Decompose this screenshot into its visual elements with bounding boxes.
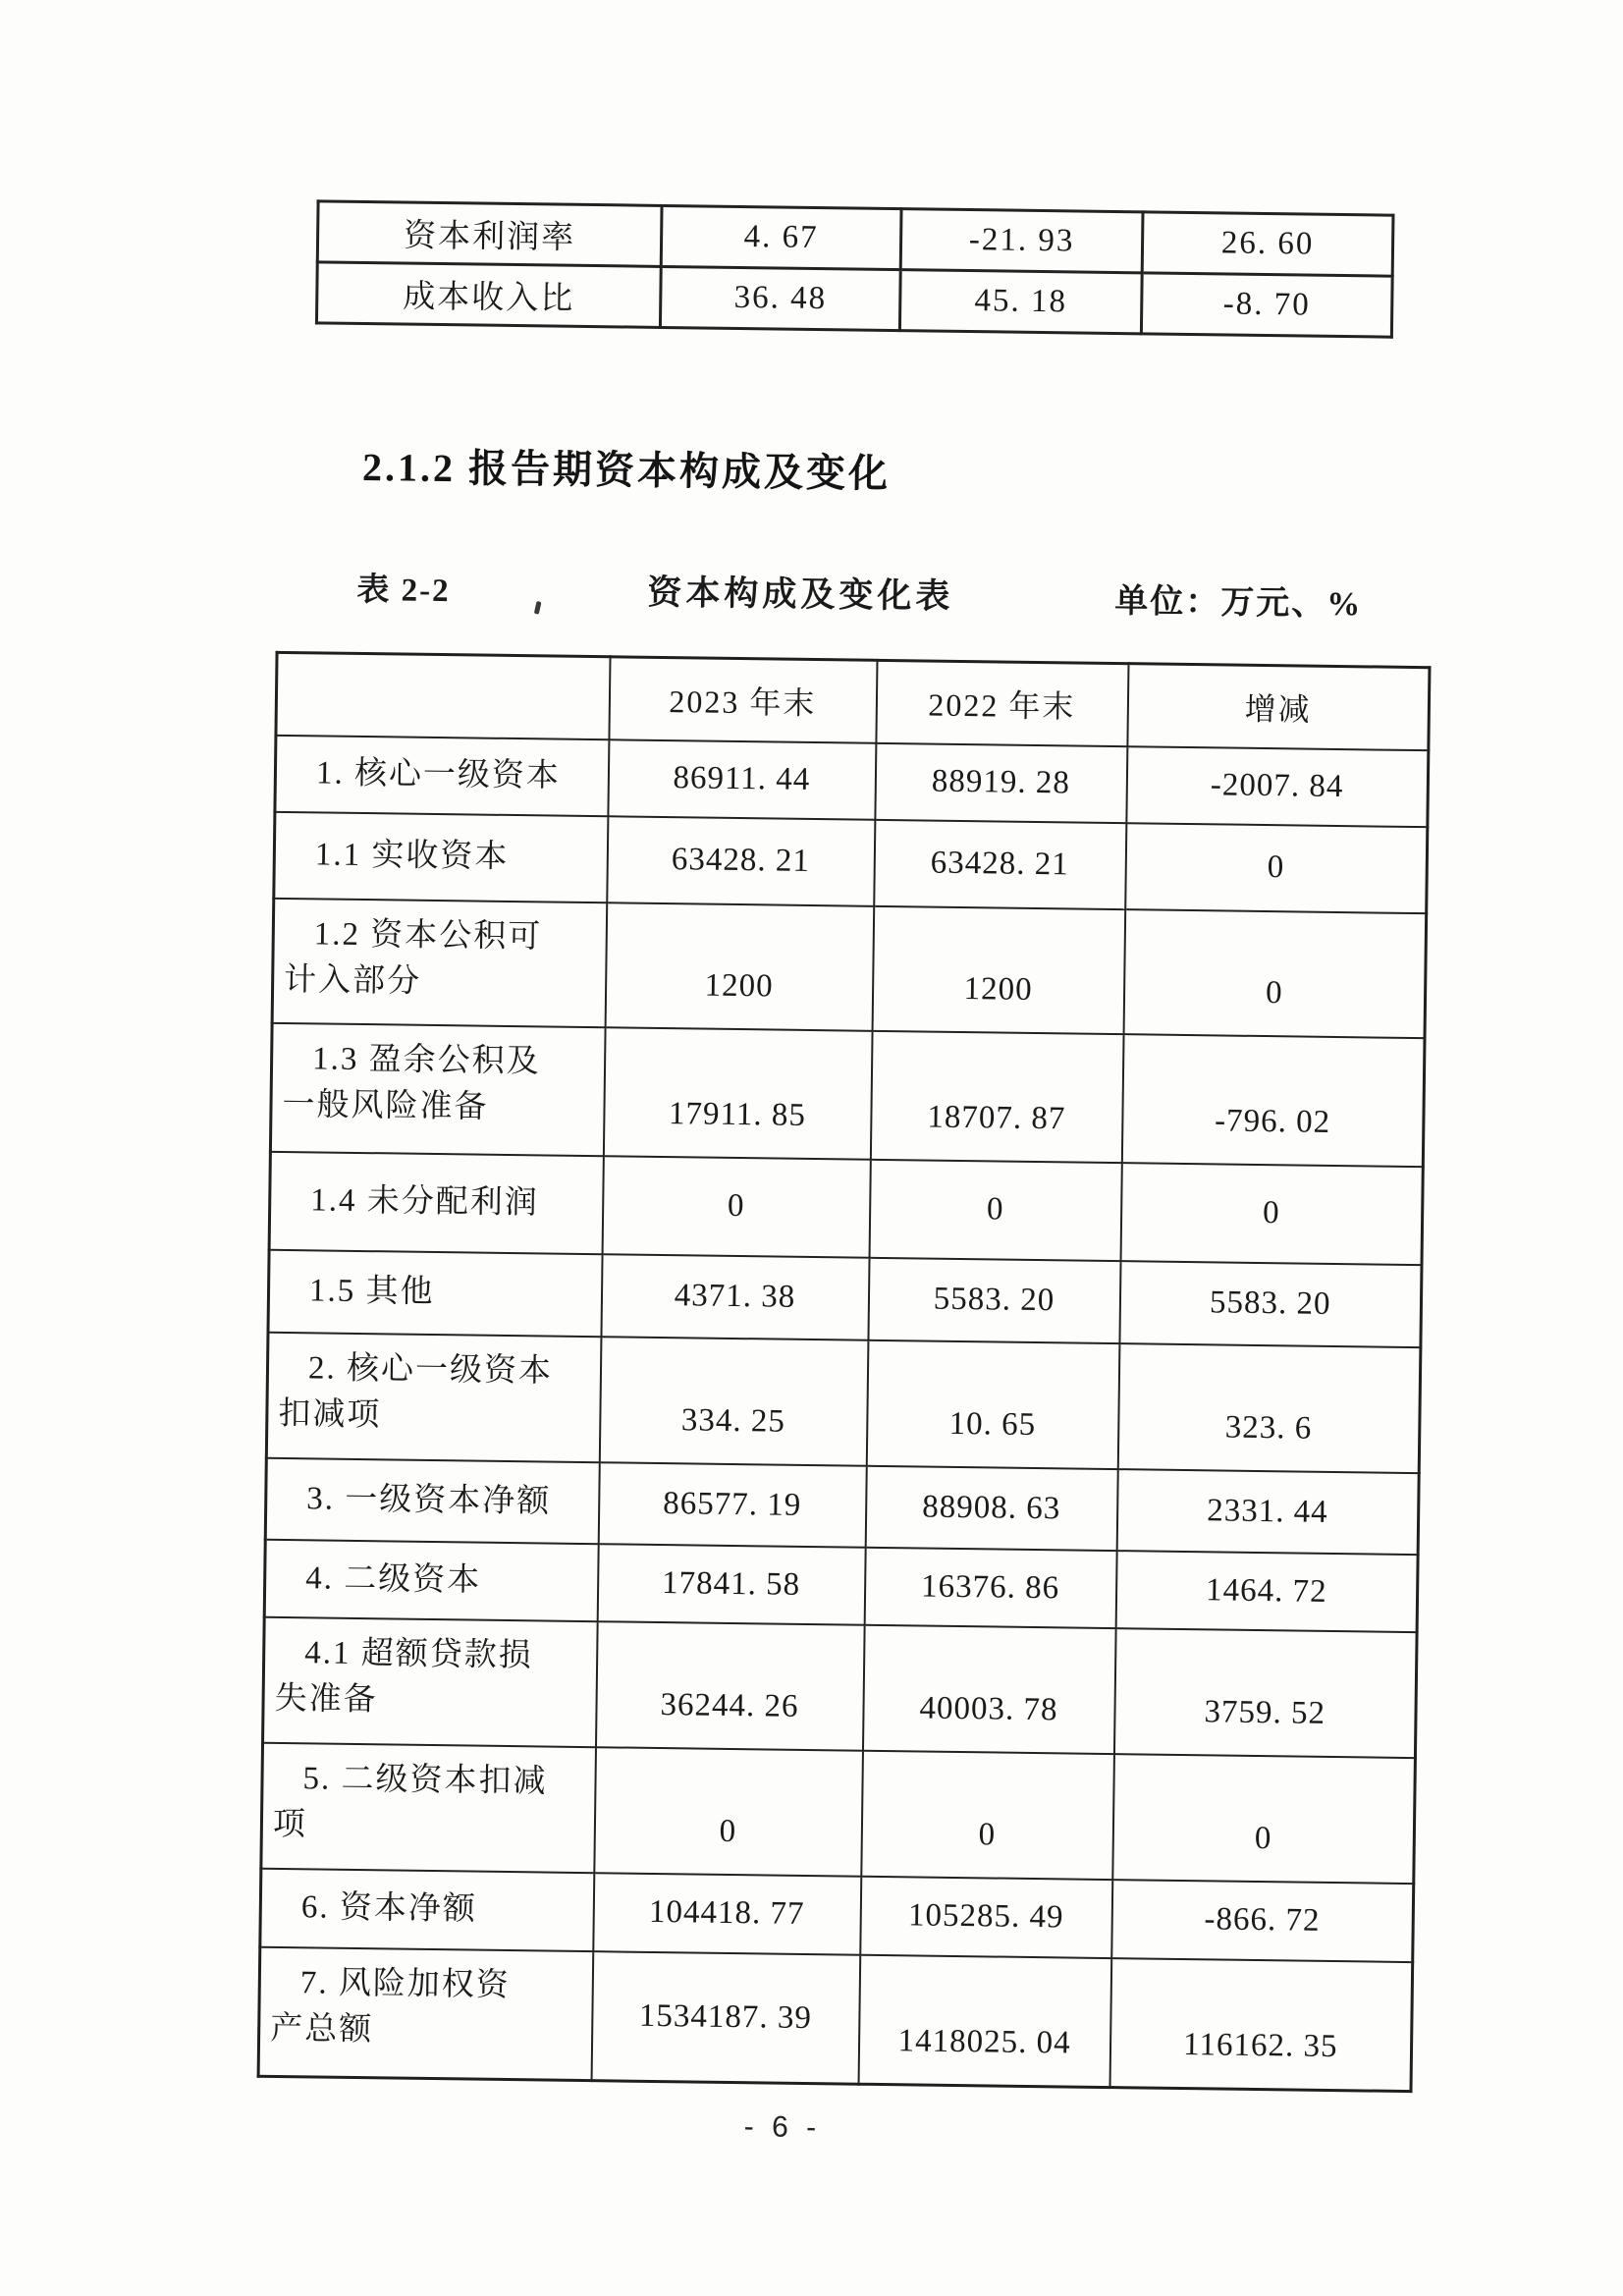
cell-value: 1534187. 39 — [591, 1951, 860, 2085]
row-label: 3. 一级资本净额 — [265, 1457, 599, 1543]
table-row — [268, 1249, 1422, 1346]
section-heading: 2.1.2 报告期资本构成及变化 — [361, 444, 892, 496]
row-label: 2. 核心一级资本 扣减项 — [266, 1332, 601, 1461]
cell-value: 17841. 58 — [597, 1544, 865, 1625]
row-label: 7. 风险加权资 产总额 — [258, 1946, 593, 2080]
table-row — [269, 1151, 1423, 1264]
cell-value: 0 — [861, 1750, 1114, 1879]
table-row — [265, 1457, 1419, 1554]
cell-value: 36244. 26 — [596, 1621, 865, 1751]
cell-value: -21. 93 — [900, 209, 1143, 273]
cell-value: 2331. 44 — [1116, 1469, 1419, 1555]
capital-composition-table — [257, 651, 1432, 2093]
table-row — [264, 1539, 1418, 1631]
cell-value: 105285. 49 — [860, 1876, 1112, 1957]
cell-value: 4371. 38 — [601, 1254, 869, 1340]
cell-value: 17911. 85 — [603, 1027, 872, 1160]
cell-value: 63428. 21 — [607, 816, 875, 906]
cell-value: 5583. 20 — [868, 1257, 1120, 1342]
table-row — [263, 1616, 1418, 1757]
row-label: 6. 资本净额 — [260, 1868, 594, 1950]
cell-value: 116162. 35 — [1109, 1958, 1413, 2092]
cell-value: 18707. 87 — [870, 1030, 1123, 1162]
cell-value: 3759. 52 — [1113, 1628, 1417, 1758]
table-row — [258, 1946, 1413, 2091]
table-row — [260, 1868, 1414, 1961]
cell-value: 86911. 44 — [608, 739, 876, 820]
row-label: 1. 核心一级资本 — [275, 735, 609, 815]
row-label: 1.1 实收资本 — [274, 811, 608, 902]
previous-metrics-table — [315, 199, 1395, 338]
table-title: 资本构成及变化表 — [647, 573, 954, 616]
row-label: 1.5 其他 — [268, 1249, 602, 1336]
cell-value: 0 — [602, 1156, 870, 1258]
table-row — [272, 898, 1427, 1037]
header-row — [276, 652, 1430, 749]
cell-value: 88908. 63 — [865, 1465, 1117, 1550]
table-row — [274, 811, 1428, 912]
cell-value: 86577. 19 — [598, 1462, 866, 1548]
row-label: 1.4 未分配利润 — [269, 1151, 603, 1253]
cell-value: 0 — [1123, 909, 1427, 1038]
cell-value: -8. 70 — [1141, 273, 1392, 337]
cell-value: 1464. 72 — [1115, 1551, 1418, 1632]
cell-value: 16376. 86 — [864, 1547, 1116, 1627]
cell-value: 1200 — [872, 905, 1125, 1033]
cell-value: -2007. 84 — [1126, 746, 1429, 827]
cell-value: 104418. 77 — [593, 1873, 861, 1955]
cell-value: -796. 02 — [1121, 1034, 1425, 1167]
cell-value: 10. 65 — [866, 1339, 1119, 1468]
cell-value: 0 — [1120, 1163, 1423, 1265]
cell-value: 40003. 78 — [862, 1624, 1115, 1753]
cell-value: -866. 72 — [1111, 1880, 1414, 1962]
cell-value: 4. 67 — [661, 205, 901, 269]
cell-value: 0 — [594, 1747, 863, 1877]
column-header — [276, 652, 610, 738]
cell-value: 88919. 28 — [875, 742, 1127, 822]
page-number: - 6 - — [743, 2110, 822, 2145]
cell-value: 36. 48 — [660, 266, 900, 330]
table-row — [266, 1332, 1421, 1472]
cell-value: 0 — [869, 1159, 1121, 1260]
cell-value: 45. 18 — [899, 270, 1142, 334]
table-unit: 单位：万元、% — [1114, 583, 1363, 624]
scan-speck — [534, 601, 542, 615]
cell-value: 334. 25 — [599, 1337, 868, 1466]
column-header: 增减 — [1127, 664, 1430, 750]
cell-value: 5583. 20 — [1119, 1261, 1422, 1347]
cell-value: 26. 60 — [1142, 212, 1393, 276]
row-label: 成本收入比 — [316, 262, 661, 328]
row-label: 4.1 超额贷款损 失准备 — [263, 1616, 598, 1746]
table-row — [270, 1022, 1425, 1166]
table-row — [316, 262, 1392, 337]
cell-value: 323. 6 — [1117, 1343, 1421, 1473]
column-header: 2022 年末 — [876, 660, 1128, 745]
row-label: 1.3 盈余公积及 一般风险准备 — [270, 1022, 605, 1155]
cell-value: 0 — [1112, 1754, 1416, 1884]
cell-value: 63428. 21 — [874, 819, 1126, 908]
cell-value: 1200 — [605, 902, 874, 1031]
row-label: 4. 二级资本 — [264, 1539, 598, 1620]
cell-value: 0 — [1125, 823, 1428, 913]
row-label: 资本利润率 — [317, 201, 662, 267]
table-number: 表 2-2 — [356, 572, 451, 610]
row-label: 5. 二级资本扣减 项 — [261, 1742, 596, 1872]
column-header: 2023 年末 — [609, 657, 877, 743]
row-label: 1.2 资本公积可 计入部分 — [272, 898, 607, 1026]
cell-value: 1418025. 04 — [858, 1954, 1111, 2087]
table-row — [261, 1742, 1416, 1883]
